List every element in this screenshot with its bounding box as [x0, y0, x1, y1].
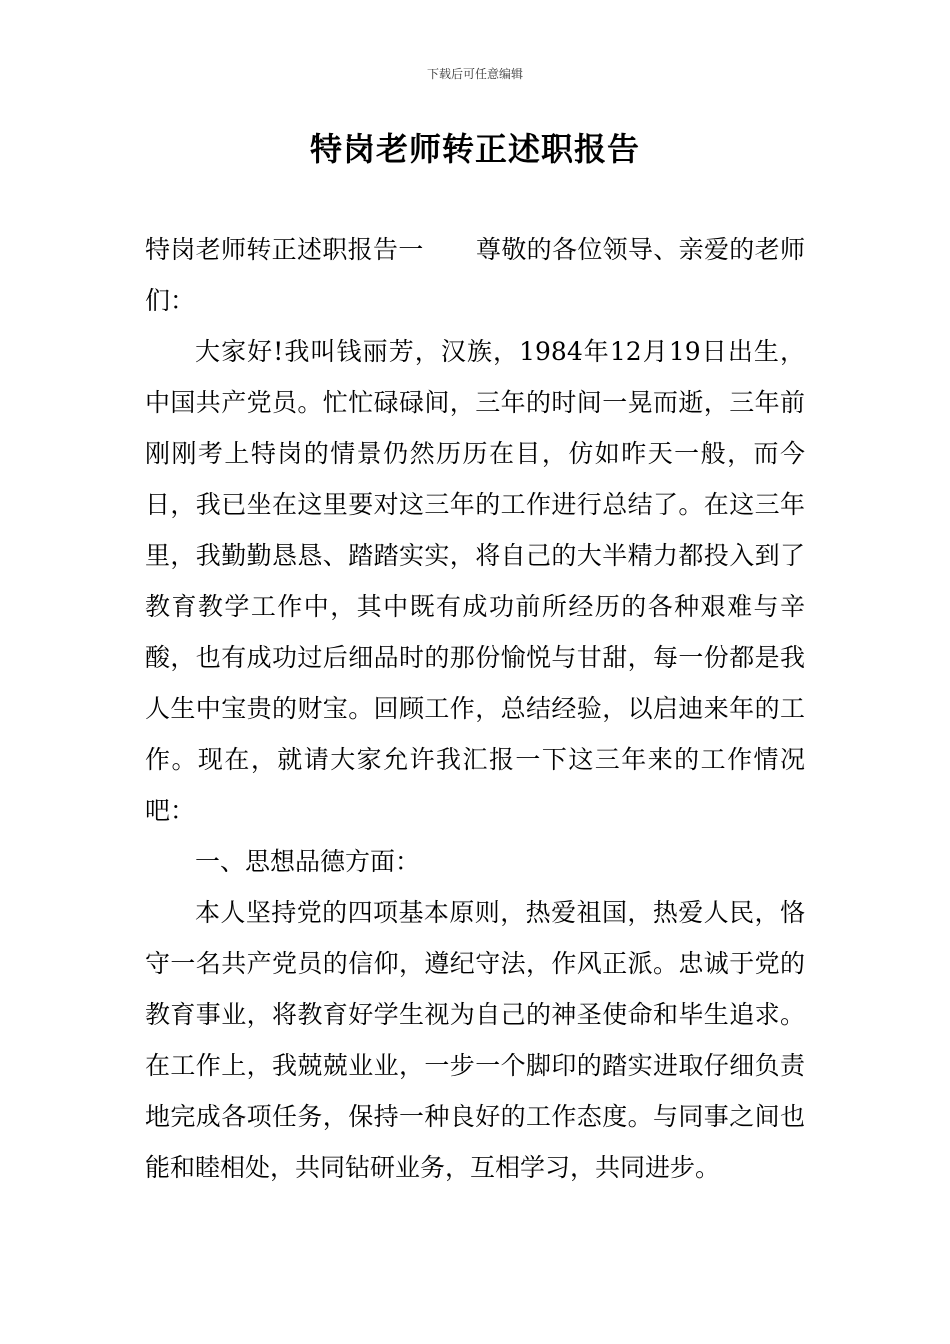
- salutation-paragraph: [145, 224, 805, 326]
- section-lead: 特岗老师转正述职报告一: [145, 235, 424, 264]
- section-heading: 一、思想品德方面：: [195, 847, 421, 876]
- header-note: 下载后可任意编辑: [426, 67, 523, 81]
- document-title: 特岗老师转正述职报告: [309, 130, 640, 168]
- document-body: [145, 224, 805, 1193]
- salutation-text: 尊敬的各位领导、亲爱的老师们：: [145, 235, 805, 315]
- ideology-paragraph: 本人坚持党的四项基本原则，热爱祖国，热爱人民，恪守一名共产党员的信仰，遵纪守法，作风正派。忠诚于党的教育事业，将教育好学生视为自己的神圣使命和毕生追求。在工作上，我兢兢业业，一步一个脚印的踏实进取仔细负责地完成各项任务，保持一种良好的工作态度。与同事之间也能和睦相处，共同钻研业务，互相学习，共同进步。: [145, 898, 805, 1182]
- intro-paragraph: 大家好!我叫钱丽芳，汉族，1984年12月19日出生，中国共产党员。忙忙碌碌间，三年的时间一晃而逝，三年前刚刚考上特岗的情景仍然历历在目，仿如昨天一般，而今日，我已坐在这里要对这三年的工作进行总结了。在这三年里，我勤勤恳恳、踏踏实实，将自己的大半精力都投入到了教育教学工作中，其中既有成功前所经历的各种艰难与辛酸，也有成功过后细品时的那份愉悦与甘甜，每一份都是我人生中宝贵的财宝。回顾工作，总结经验，以启迪来年的工作。现在，就请大家允许我汇报一下这三年来的工作情况吧：: [145, 337, 805, 825]
